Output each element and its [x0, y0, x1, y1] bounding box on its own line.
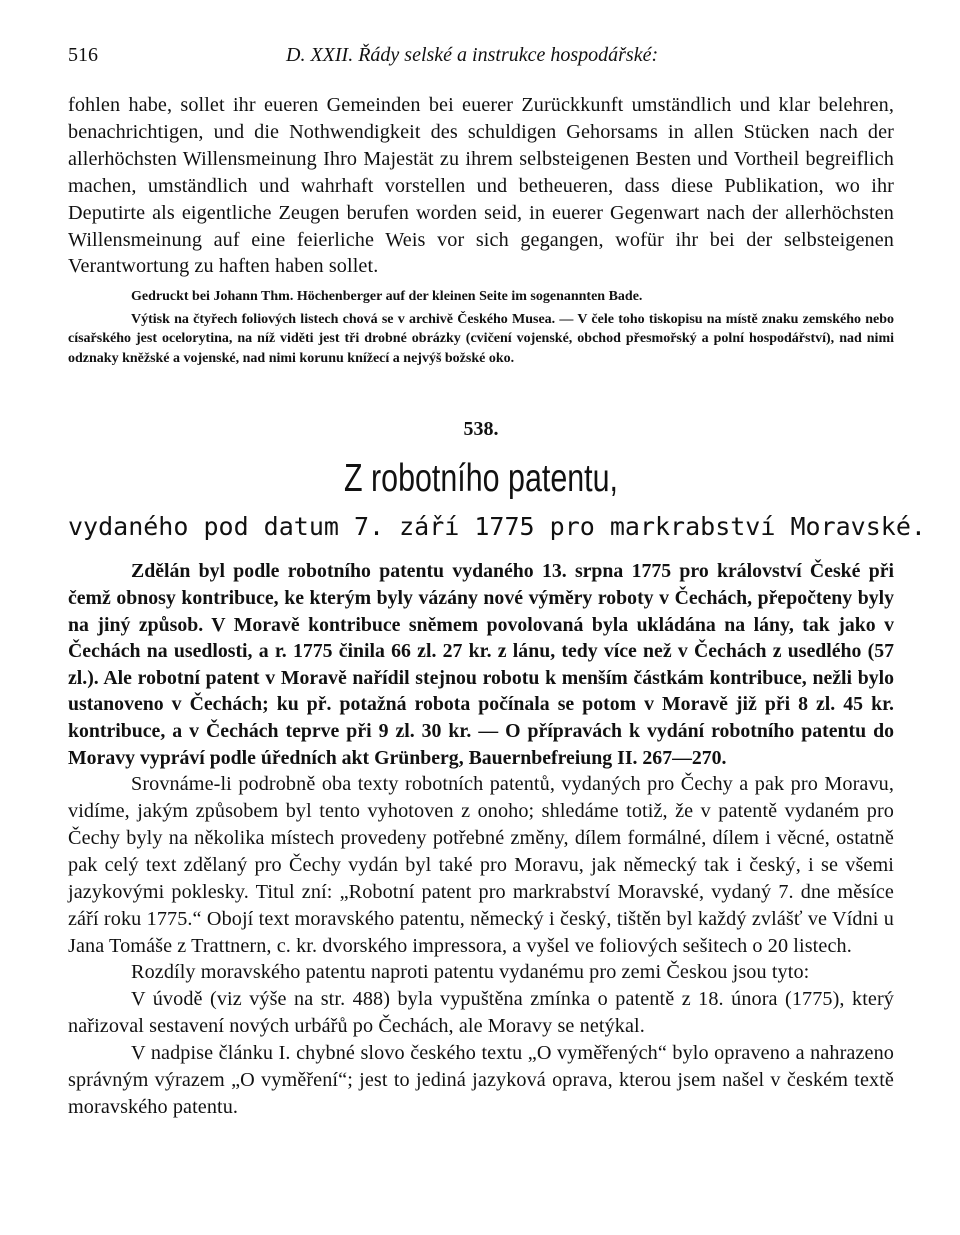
- running-title: D. XXII. Řády selské a instrukce hospodářské:: [286, 44, 659, 66]
- section-subtitle: vydaného pod datum 7. září 1775 pro markrabství Moravské.: [68, 512, 926, 542]
- continuation-paragraph: fohlen habe, sollet ihr eueren Gemeinden bei euerer Zurückkunft umständlich und klar belehren, benachrichtigen, und die Nothwendigkeit des schuldigen Gehorsams in allen Stücken nach der allerhöchsten Willensmeinung Ihro Majestät zu ihrem selbsteigenen Besten und Vortheil begreiflich machen, umständlich und wahrhaft vorstellen und betheueren, dass diese Publikation, wo ihr Deputirte als eigentliche Zeugen berufen worden seid, in euerer Gegenwart nach der allerhöchsten Willensmeinung auf eine feierliche Weis vor sich gegangen, wofür ihr bei der selbsteigenen Verantwortung zu haften haben sollet.: [68, 94, 894, 278]
- section-title: Z robotního patentu,: [344, 457, 618, 501]
- comparison-paragraph: Srovnáme-li podrobně oba texty robotních patentů, vydaných pro Čechy a pak pro Moravu, vidíme, jakým způsobem byl tento vyhotoven z onoho; shledáme totiž, že v patentě vydaném pro Čechy byly na několika místech provedeny potřebné změny, dílem formálné, dílem i věcné, ostatně pak celý text zdělaný pro Čechy vydán byl také pro Moravu, jak německý tak i český, i se všemi jazykovými poklesky. Titul zní: „Robotní patent pro markrabství Moravské, vydaný 7. dne měsíce září roku 1775.“ Obojí text moravského patentu, německý i český, tištěn byl každý zvlášť ve Vídni u Jana Tomáše z Trattnern, c. kr. dvorského impressora, a vyšel ve foliových sešitech o 20 listech.: [68, 773, 894, 957]
- differences-intro-paragraph: Rozdíly moravského patentu naproti patentu vydanému pro zemi Českou jsou tyto:: [131, 961, 810, 984]
- printer-note: Gedruckt bei Johann Thm. Höchenberger auf der kleinen Seite im sogenannten Bade.: [131, 289, 643, 305]
- difference-2-paragraph: V nadpise článku I. chybné slovo českého textu „O vyměřených“ bylo opraveno a nahrazeno správným výrazem „O vyměření“; jest to jediná jazyková oprava, kterou jsem našel v českém textě moravského patentu.: [68, 1042, 894, 1118]
- page-header: [68, 44, 894, 76]
- intro-paragraph: Zdělán byl podle robotního patentu vydaného 13. srpna 1775 pro království České při čemž obnosy kontribuce, ke kterým byly vázány nové výměry roboty v Čechách, přepočteny byly na jiný způsob. V Moravě kontribuce sněmem povolovaná byla ukládána na lány, tak jako v Čechách na usedlosti, a r. 1775 činila 66 zl. 27 kr. z lánu, tedy více než v Čechách z usedlého (57 zl.). Ale robotní patent v Moravě nařídil stejnou robotu k menším částkám kontribuce, nežli bylo ustanoveno v Čechách; ku př. potažná robota počínala se potom v Moravě již při 8 zl. 45 kr. kontribuce, a v Čechách teprve při 9 zl. 30 kr. — O přípravách k vydání robotního patentu do Moravy vypráví podle úředních akt Grünberg, Bauernbefreiung II. 267—270.: [68, 560, 894, 769]
- page-number: 516: [68, 44, 98, 66]
- page-content: [68, 92, 926, 1121]
- difference-1-paragraph: V úvodě (viz výše na str. 488) byla vypuštěna zmínka o patentě z 18. února (1775), který nařizoval sestavení nových urbářů po Čechách, ale Moravy se netýkal.: [68, 988, 894, 1038]
- archive-note: Výtisk na čtyřech foliových listech chová se v archivě Českého Musea. — V čele toho tiskopisu na místě znaku zemského nebo císařského jest ocelorytina, na níž viděti jest tři drobné obrázky (cvičení vojenské, obchod přesmořský a polní hospodářství), nad nimi odznaky kněžské a vojenské, nad nimi korunu knížecí a nejvýš božské oko.: [68, 311, 894, 366]
- section-number: 538.: [463, 418, 499, 441]
